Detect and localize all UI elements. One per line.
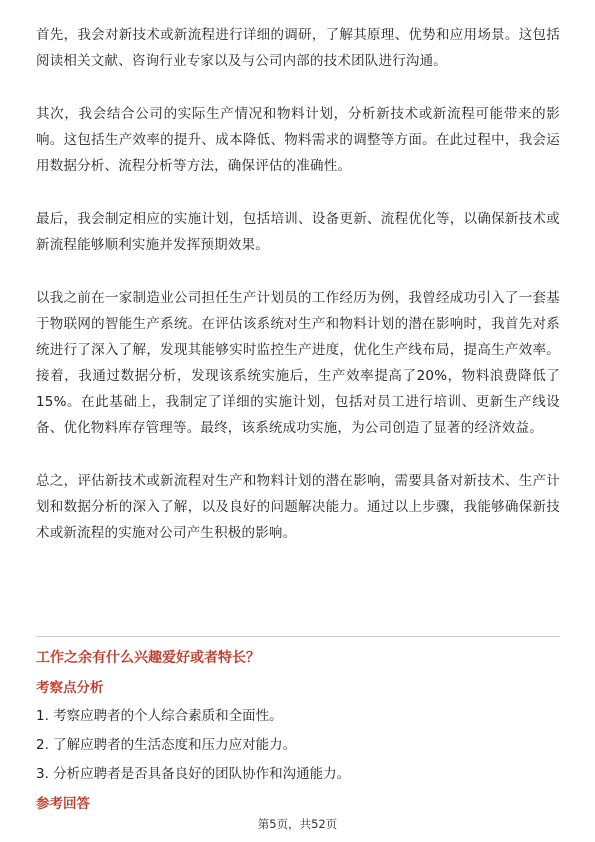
- list-item: 2. 了解应聘者的生活态度和压力应对能力。: [36, 737, 297, 753]
- analysis-heading: 考察点分析: [36, 680, 104, 696]
- question-heading: 工作之余有什么兴趣爱好或者特长？: [36, 650, 260, 666]
- paragraph-analysis: 其次，我会结合公司的实际生产情况和物料计划，分析新技术或新流程可能带来的影响。这包括生产效率的提升、成本降低、物料需求的调整等方面。在此过程中，我会运用数据分析、流程分析等方法，确保评估的准确性。: [36, 106, 560, 174]
- paragraph-research: 首先，我会对新技术或新流程进行详细的调研，了解其原理、优势和应用场景。这包括阅读相关文献、咨询行业专家以及与公司内部的技术团队进行沟通。: [36, 27, 560, 69]
- page-number: 第5页，共52页: [257, 817, 338, 831]
- analysis-list: [36, 705, 560, 792]
- paragraph-summary: 总之，评估新技术或新流程对生产和物料计划的潜在影响，需要具备对新技术、生产计划和数据分析的深入了解，以及良好的问题解决能力。通过以上步骤，我能够确保新技术或新流程的实施对公司产生积极的影响。: [36, 473, 560, 541]
- paragraph-plan: 最后，我会制定相应的实施计划，包括培训、设备更新、流程优化等，以确保新技术或新流程能够顺利实施并发挥预期效果。: [36, 211, 560, 253]
- reference-heading: 参考回答: [36, 796, 90, 812]
- paragraph-example: 以我之前在一家制造业公司担任生产计划员的工作经历为例，我曾经成功引入了一套基于物联网的智能生产系统。在评估该系统对生产和物料计划的潜在影响时，我首先对系统进行了深入了解，发现其能够实时监控生产进度，优化生产线布局，提高生产效率。接着，我通过数据分析，发现该系统实施后，生产效率提高了20%，物料浪费降低了15%。在此基础上，我制定了详细的实施计划，包括对员工进行培训、更新生产线设备、优化物料库存管理等。最终，该系统成功实施，为公司创造了显著的经济效益。: [36, 290, 560, 436]
- section-divider: [36, 636, 560, 637]
- answer-body: [36, 22, 560, 546]
- list-item: 3. 分析应聘者是否具备良好的团队协作和沟通能力。: [36, 766, 351, 782]
- list-item: 1. 考察应聘者的个人综合素质和全面性。: [36, 708, 283, 724]
